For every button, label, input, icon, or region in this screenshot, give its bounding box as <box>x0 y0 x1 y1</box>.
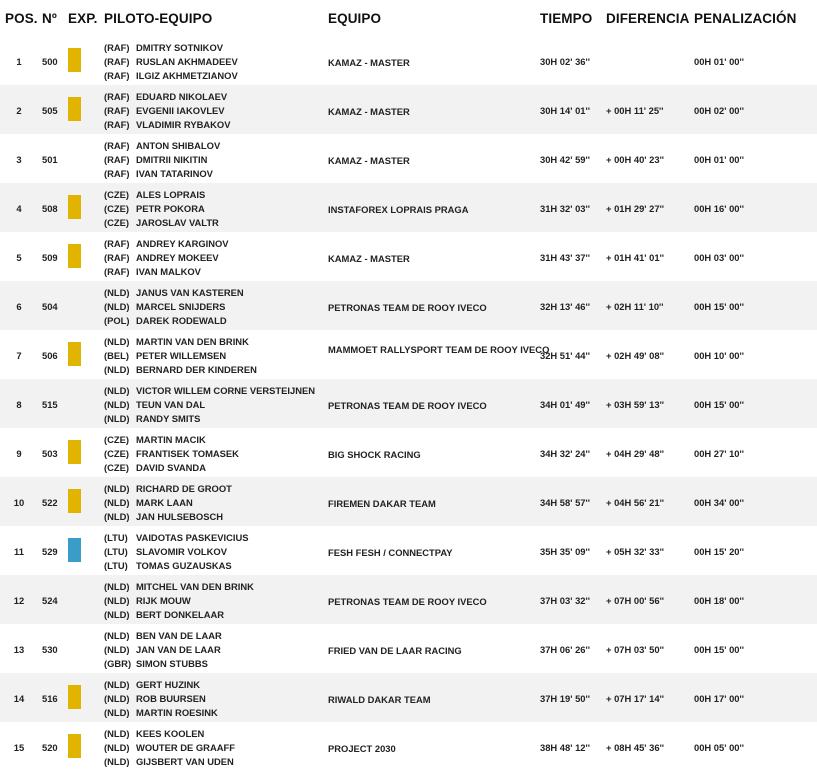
crew-cell <box>104 384 315 425</box>
bib-number-cell: 503 <box>42 448 58 459</box>
time-cell: 31H 32' 03'' <box>540 203 590 214</box>
bib-number-cell: 506 <box>42 350 58 361</box>
nationality-code: (CZE) <box>104 202 129 214</box>
crew-member <box>104 216 219 230</box>
position-cell: 9 <box>16 448 22 459</box>
penalty-cell: 00H 05' 00'' <box>694 742 744 753</box>
crew-cell <box>104 531 249 572</box>
crew-member-name[interactable]: IVAN MALKOV <box>136 265 201 277</box>
difference-cell: + 02H 49' 08'' <box>606 350 665 361</box>
bib-number-cell: 522 <box>42 497 58 508</box>
header-exp[interactable]: EXP. <box>68 11 98 26</box>
team-cell[interactable]: PROJECT 2030 <box>328 743 396 754</box>
nationality-code: (NLD) <box>104 363 130 375</box>
crew-member <box>104 314 244 328</box>
table-row[interactable] <box>0 85 817 134</box>
difference-cell: + 07H 17' 14'' <box>606 693 665 704</box>
crew-member-name[interactable]: MARTIN ROESINK <box>136 706 218 718</box>
crew-member <box>104 41 238 55</box>
crew-member <box>104 706 218 720</box>
crew-member-name[interactable]: FRANTISEK TOMASEK <box>136 447 239 459</box>
bib-number-cell: 500 <box>42 56 58 67</box>
crew-member <box>104 433 239 447</box>
crew-member <box>104 496 232 510</box>
time-cell: 37H 03' 32'' <box>540 595 590 606</box>
header-equipo[interactable]: EQUIPO <box>328 11 382 26</box>
table-row[interactable] <box>0 36 817 85</box>
experience-badge-icon <box>68 538 81 562</box>
crew-member-name[interactable]: ILGIZ AKHMETZIANOV <box>136 69 238 81</box>
nationality-code: (NLD) <box>104 679 130 690</box>
nationality-code: (NLD) <box>104 398 130 410</box>
crew-member <box>104 265 229 279</box>
table-row[interactable] <box>0 134 817 183</box>
nationality-code: (CZE) <box>104 216 129 228</box>
table-row[interactable] <box>0 477 817 526</box>
crew-member <box>104 594 254 608</box>
nationality-code: (CZE) <box>104 434 129 445</box>
crew-member <box>104 139 220 153</box>
difference-cell: + 07H 03' 50'' <box>606 644 665 655</box>
time-cell: 32H 13' 46'' <box>540 301 590 312</box>
difference-cell: + 04H 56' 21'' <box>606 497 665 508</box>
crew-member <box>104 510 232 524</box>
crew-member <box>104 559 249 573</box>
crew-member <box>104 545 249 559</box>
crew-member-name[interactable]: EDUARD NIKOLAEV <box>136 91 228 102</box>
penalty-cell: 00H 15' 20'' <box>694 546 744 557</box>
table-row[interactable] <box>0 183 817 232</box>
nationality-code: (RAF) <box>104 140 130 151</box>
table-row[interactable] <box>0 722 817 771</box>
crew-member <box>104 167 220 181</box>
position-cell: 12 <box>13 595 25 606</box>
nationality-code: (RAF) <box>104 167 130 179</box>
nationality-code: (NLD) <box>104 630 130 641</box>
penalty-cell: 00H 02' 00'' <box>694 105 744 116</box>
nationality-code: (NLD) <box>104 594 130 606</box>
nationality-code: (NLD) <box>104 755 130 767</box>
nationality-code: (NLD) <box>104 287 130 298</box>
crew-member-name[interactable]: JAN VAN DE LAAR <box>136 643 221 655</box>
crew-cell <box>104 727 235 768</box>
nationality-code: (NLD) <box>104 300 130 312</box>
time-cell: 30H 14' 01'' <box>540 105 590 116</box>
crew-member <box>104 755 235 769</box>
nationality-code: (BEL) <box>104 349 129 361</box>
crew-member <box>104 629 222 643</box>
crew-member-name[interactable]: ALES LOPRAIS <box>136 189 206 200</box>
time-cell: 34H 32' 24'' <box>540 448 590 459</box>
crew-member-name[interactable]: SLAVOMIR VOLKOV <box>136 545 227 557</box>
experience-badge-icon <box>68 342 81 366</box>
position-cell: 6 <box>16 301 22 312</box>
team-cell[interactable]: KAMAZ - MASTER <box>328 155 410 166</box>
time-cell: 34H 58' 57'' <box>540 497 590 508</box>
crew-member-name[interactable]: DMITRY SOTNIKOV <box>136 42 223 53</box>
crew-member <box>104 202 219 216</box>
crew-member <box>104 608 254 622</box>
crew-member <box>104 55 238 69</box>
difference-cell: + 08H 45' 36'' <box>606 742 665 753</box>
nationality-code: (POL) <box>104 314 130 326</box>
experience-badge-icon <box>68 734 81 758</box>
difference-cell: + 01H 29' 27'' <box>606 203 665 214</box>
nationality-code: (GBR) <box>104 657 132 669</box>
nationality-code: (RAF) <box>104 42 130 53</box>
penalty-cell: 00H 01' 00'' <box>694 56 744 67</box>
nationality-code: (NLD) <box>104 336 130 347</box>
team-cell[interactable]: KAMAZ - MASTER <box>328 253 410 264</box>
bib-number-cell: 520 <box>42 742 58 753</box>
experience-badge-icon <box>68 48 81 72</box>
bib-number-cell: 501 <box>42 154 58 165</box>
nationality-code: (RAF) <box>104 69 130 81</box>
position-cell: 4 <box>16 203 22 214</box>
crew-member-name[interactable]: KEES KOOLEN <box>136 728 205 739</box>
team-cell[interactable]: FRIED VAN DE LAAR RACING <box>328 645 462 656</box>
crew-member-name[interactable]: GIJSBERT VAN UDEN <box>136 755 234 767</box>
crew-member <box>104 363 257 377</box>
table-row[interactable] <box>0 575 817 624</box>
crew-member-name[interactable]: BERT DONKELAAR <box>136 608 225 620</box>
time-cell: 30H 02' 36'' <box>540 56 590 67</box>
difference-cell: + 00H 40' 23'' <box>606 154 665 165</box>
crew-cell <box>104 482 232 523</box>
crew-member-name[interactable]: VLADIMIR RYBAKOV <box>136 118 231 130</box>
position-cell: 11 <box>14 546 24 557</box>
crew-member-name[interactable]: ANDREY KARGINOV <box>136 238 229 249</box>
nationality-code: (RAF) <box>104 238 130 249</box>
crew-member-name[interactable]: TEUN VAN DAL <box>136 398 206 410</box>
crew-member-name[interactable]: JAN HULSEBOSCH <box>136 510 223 522</box>
difference-cell: + 07H 00' 56'' <box>606 595 665 606</box>
crew-member-name[interactable]: MARTIN VAN DEN BRINK <box>136 336 249 347</box>
crew-member-name[interactable]: JANUS VAN KASTEREN <box>136 287 244 298</box>
nationality-code: (LTU) <box>104 559 128 571</box>
position-cell: 15 <box>13 742 25 753</box>
team-cell[interactable]: INSTAFOREX LOPRAIS PRAGA <box>328 204 469 215</box>
crew-member-name[interactable]: PETER WILLEMSEN <box>136 349 227 361</box>
crew-member-name[interactable]: JAROSLAV VALTR <box>136 216 219 228</box>
crew-member-name[interactable]: TOMAS GUZAUSKAS <box>136 559 232 571</box>
crew-member-name[interactable]: BEN VAN DE LAAR <box>136 630 222 641</box>
crew-member <box>104 678 218 692</box>
experience-badge-icon <box>68 440 81 464</box>
crew-member <box>104 482 232 496</box>
time-cell: 32H 51' 44'' <box>540 350 590 361</box>
position-cell: 2 <box>16 105 22 116</box>
crew-cell <box>104 237 229 278</box>
position-cell: 7 <box>16 350 22 361</box>
crew-member <box>104 251 229 265</box>
crew-member-name[interactable]: ANDREY MOKEEV <box>136 251 219 263</box>
bib-number-cell: 530 <box>42 644 58 655</box>
crew-member <box>104 657 222 671</box>
crew-cell <box>104 580 254 621</box>
nationality-code: (NLD) <box>104 510 130 522</box>
bib-number-cell: 515 <box>42 399 58 410</box>
crew-member <box>104 118 230 132</box>
team-cell[interactable]: PETRONAS TEAM DE ROOY IVECO <box>328 302 487 313</box>
table-row[interactable] <box>0 526 817 575</box>
header-penalizacion[interactable]: PENALIZACIÓN <box>694 11 797 26</box>
crew-member <box>104 580 254 594</box>
penalty-cell: 00H 15' 00'' <box>694 399 744 410</box>
bib-number-cell: 524 <box>42 595 58 606</box>
crew-member-name[interactable]: RIJK MOUW <box>136 594 191 606</box>
nationality-code: (NLD) <box>104 728 130 739</box>
team-cell[interactable]: FIREMEN DAKAR TEAM <box>328 498 436 509</box>
position-cell: 14 <box>13 693 25 704</box>
crew-member <box>104 384 315 398</box>
nationality-code: (NLD) <box>104 412 130 424</box>
penalty-cell: 00H 27' 10'' <box>694 448 744 459</box>
crew-member <box>104 300 244 314</box>
nationality-code: (NLD) <box>104 483 130 494</box>
bib-number-cell: 505 <box>42 105 58 116</box>
table-body <box>0 36 817 771</box>
experience-badge-icon <box>68 489 81 513</box>
header-piloto[interactable]: PILOTO-EQUIPO <box>104 11 213 26</box>
nationality-code: (NLD) <box>104 581 130 592</box>
crew-member-name[interactable]: RANDY SMITS <box>136 412 201 424</box>
team-cell[interactable]: RIWALD DAKAR TEAM <box>328 694 431 705</box>
crew-member-name[interactable]: RICHARD DE GROOT <box>136 483 232 494</box>
penalty-cell: 00H 03' 00'' <box>694 252 744 263</box>
position-cell: 13 <box>13 644 25 655</box>
nationality-code: (NLD) <box>104 496 130 508</box>
crew-member <box>104 447 239 461</box>
nationality-code: (LTU) <box>104 545 128 557</box>
difference-cell: + 04H 29' 48'' <box>606 448 665 459</box>
nationality-code: (RAF) <box>104 118 130 130</box>
nationality-code: (LTU) <box>104 532 128 543</box>
nationality-code: (CZE) <box>104 447 129 459</box>
crew-member-name[interactable]: DAREK RODEWALD <box>136 314 227 326</box>
crew-member <box>104 335 257 349</box>
penalty-cell: 00H 16' 00'' <box>694 203 744 214</box>
difference-cell: + 05H 32' 33'' <box>606 546 665 557</box>
crew-member-name[interactable]: MARK LAAN <box>136 496 193 508</box>
penalty-cell: 00H 34' 00'' <box>694 497 744 508</box>
team-cell[interactable]: PETRONAS TEAM DE ROOY IVECO <box>328 596 487 607</box>
nationality-code: (NLD) <box>104 706 130 718</box>
crew-member <box>104 104 230 118</box>
crew-member <box>104 237 229 251</box>
crew-member-name[interactable]: GERT HUZINK <box>136 679 201 690</box>
crew-member-name[interactable]: SIMON STUBBS <box>136 657 208 669</box>
crew-member-name[interactable]: VICTOR WILLEM CORNE VERSTEIJNEN <box>136 385 316 396</box>
crew-member-name[interactable]: BERNARD DER KINDEREN <box>136 363 257 375</box>
crew-member-name[interactable]: PETR POKORA <box>136 202 205 214</box>
team-cell[interactable]: MAMMOET RALLYSPORT TEAM DE ROOY IVECO <box>328 344 550 355</box>
team-cell[interactable]: PETRONAS TEAM DE ROOY IVECO <box>328 400 487 411</box>
position-cell: 8 <box>16 399 22 410</box>
crew-cell <box>104 629 222 670</box>
crew-cell <box>104 433 239 474</box>
position-cell: 1 <box>16 56 22 67</box>
nationality-code: (RAF) <box>104 104 130 116</box>
table-row[interactable] <box>0 428 817 477</box>
crew-member <box>104 349 257 363</box>
crew-member-name[interactable]: RUSLAN AKHMADEEV <box>136 55 238 67</box>
time-cell: 30H 42' 59'' <box>540 154 590 165</box>
crew-member-name[interactable]: DAVID SVANDA <box>136 461 206 473</box>
nationality-code: (NLD) <box>104 643 130 655</box>
penalty-cell: 00H 18' 00'' <box>694 595 744 606</box>
table-row[interactable] <box>0 624 817 673</box>
nationality-code: (RAF) <box>104 265 130 277</box>
nationality-code: (NLD) <box>104 692 130 704</box>
crew-cell <box>104 90 230 131</box>
header-diferencia[interactable]: DIFERENCIA <box>606 11 690 26</box>
crew-cell <box>104 41 238 82</box>
difference-cell: + 03H 59' 13'' <box>606 399 665 410</box>
crew-member-name[interactable]: MARCEL SNIJDERS <box>136 300 226 312</box>
difference-cell: + 01H 41' 01'' <box>606 252 665 263</box>
time-cell: 35H 35' 09'' <box>540 546 590 557</box>
bib-number-cell: 516 <box>42 693 58 704</box>
penalty-cell: 00H 01' 00'' <box>694 154 744 165</box>
time-cell: 38H 48' 12'' <box>540 742 590 753</box>
crew-member-name[interactable]: MARTIN MACIK <box>136 434 206 445</box>
nationality-code: (RAF) <box>104 55 130 67</box>
penalty-cell: 00H 15' 00'' <box>694 644 744 655</box>
nationality-code: (CZE) <box>104 189 129 200</box>
header-pos[interactable]: POS. <box>5 11 38 26</box>
nationality-code: (NLD) <box>104 385 130 396</box>
position-cell: 5 <box>16 252 22 263</box>
position-cell: 10 <box>13 497 25 508</box>
crew-member-name[interactable]: MITCHEL VAN DEN BRINK <box>136 581 254 592</box>
crew-cell <box>104 286 244 327</box>
table-row[interactable] <box>0 379 817 428</box>
table-row[interactable] <box>0 330 817 379</box>
team-cell[interactable]: KAMAZ - MASTER <box>328 57 410 68</box>
header-tiempo[interactable]: TIEMPO <box>540 11 593 26</box>
crew-cell <box>104 188 219 229</box>
table-header <box>0 0 817 36</box>
bib-number-cell: 508 <box>42 203 58 214</box>
bib-number-cell: 504 <box>42 301 58 312</box>
experience-badge-icon <box>68 195 81 219</box>
time-cell: 37H 19' 50'' <box>540 693 590 704</box>
difference-cell: + 00H 11' 25'' <box>606 105 664 116</box>
crew-member <box>104 727 235 741</box>
time-cell: 31H 43' 37'' <box>540 252 590 263</box>
experience-badge-icon <box>68 685 81 709</box>
crew-cell <box>104 678 218 719</box>
experience-badge-icon <box>68 97 81 121</box>
crew-member <box>104 531 249 545</box>
crew-member <box>104 69 238 83</box>
penalty-cell: 00H 17' 00'' <box>694 693 744 704</box>
nationality-code: (NLD) <box>104 608 130 620</box>
crew-member <box>104 90 230 104</box>
crew-member <box>104 692 218 706</box>
crew-member <box>104 461 239 475</box>
time-cell: 37H 06' 26'' <box>540 644 590 655</box>
position-cell: 3 <box>16 154 22 165</box>
crew-member <box>104 398 315 412</box>
team-cell[interactable]: FESH FESH / CONNECTPAY <box>328 547 453 558</box>
penalty-cell: 00H 15' 00'' <box>694 301 744 312</box>
crew-cell <box>104 139 220 180</box>
crew-member-name[interactable]: ANTON SHIBALOV <box>136 140 221 151</box>
experience-badge-icon <box>68 244 81 268</box>
nationality-code: (CZE) <box>104 461 129 473</box>
table-row[interactable] <box>0 673 817 722</box>
crew-member <box>104 153 220 167</box>
bib-number-cell: 529 <box>42 546 58 557</box>
header-num[interactable]: Nº <box>42 11 57 26</box>
crew-member <box>104 286 244 300</box>
crew-member-name[interactable]: IVAN TATARINOV <box>136 167 213 179</box>
crew-member-name[interactable]: WOUTER DE GRAAFF <box>136 741 235 753</box>
crew-member <box>104 643 222 657</box>
crew-member <box>104 412 315 426</box>
nationality-code: (RAF) <box>104 91 130 102</box>
nationality-code: (RAF) <box>104 153 130 165</box>
nationality-code: (NLD) <box>104 741 130 753</box>
difference-cell: + 02H 11' 10'' <box>606 301 664 312</box>
crew-member-name[interactable]: DMITRII NIKITIN <box>136 153 208 165</box>
penalty-cell: 00H 10' 00'' <box>694 350 744 361</box>
table-row[interactable] <box>0 232 817 281</box>
time-cell: 34H 01' 49'' <box>540 399 590 410</box>
crew-cell <box>104 335 257 376</box>
team-cell[interactable]: KAMAZ - MASTER <box>328 106 410 117</box>
nationality-code: (RAF) <box>104 251 130 263</box>
crew-member <box>104 741 235 755</box>
crew-member-name[interactable]: ROB BUURSEN <box>136 692 206 704</box>
bib-number-cell: 509 <box>42 252 58 263</box>
crew-member-name[interactable]: EVGENII IAKOVLEV <box>136 104 225 116</box>
crew-member <box>104 188 219 202</box>
team-cell[interactable]: BIG SHOCK RACING <box>328 449 421 460</box>
crew-member-name[interactable]: VAIDOTAS PASKEVICIUS <box>136 532 249 543</box>
table-row[interactable] <box>0 281 817 330</box>
